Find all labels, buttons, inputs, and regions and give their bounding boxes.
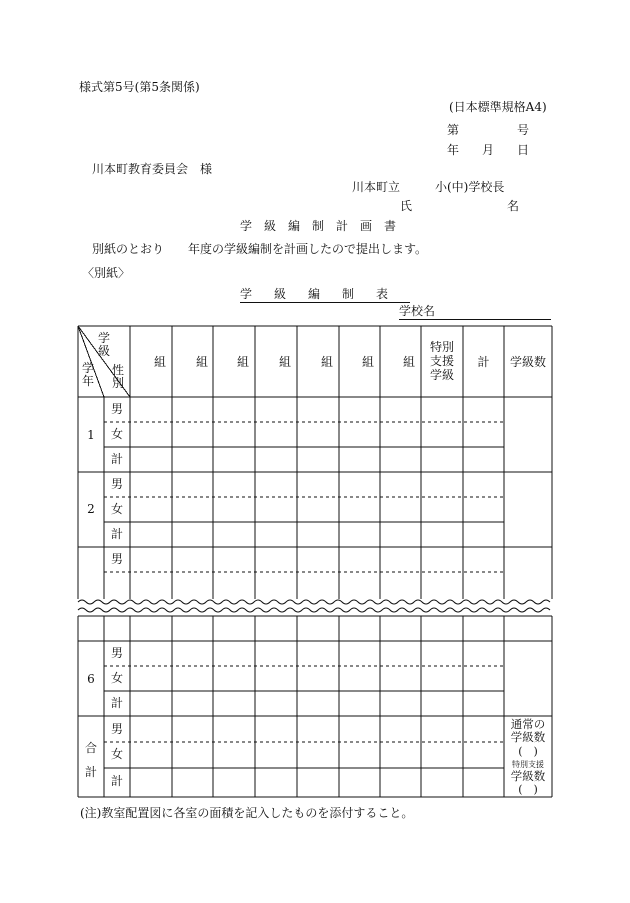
grade-6: 6 — [87, 672, 95, 686]
break-wave-upper — [78, 600, 550, 604]
sender-school: 小(中)学校長 — [435, 180, 505, 194]
break-wave-lower — [78, 608, 550, 612]
paper-size: (日本標準規格A4) — [449, 100, 547, 114]
table-title: 学級編制表 — [240, 287, 411, 301]
g6-total: 計 — [110, 696, 123, 710]
g6-female: 女 — [110, 671, 123, 685]
sum-male: 男 — [110, 722, 123, 736]
form-number: 様式第5号(第5条関係) — [79, 80, 200, 94]
school-name-label: 学校名 — [399, 304, 436, 318]
sum-female: 女 — [110, 747, 123, 761]
col-gakkyusu: 学級数 — [509, 355, 546, 369]
g1-total: 計 — [110, 452, 123, 466]
date-day: 日 — [517, 143, 530, 157]
tokubetsu-label: 特別支援 — [512, 760, 544, 769]
signer-name-right: 名 — [507, 199, 520, 213]
tsujo-gakkyusu-label: 通常の学級数 — [510, 717, 546, 744]
col-tokubetsu: 特別支援学級 — [429, 340, 454, 382]
g6-male: 男 — [110, 646, 123, 660]
g1-male: 男 — [110, 402, 123, 416]
footnote: (注)教室配置図に各室の面積を記入したものを添付すること。 — [80, 806, 414, 820]
attachment-label: 〈別紙〉 — [82, 266, 131, 280]
grade-2: 2 — [87, 502, 95, 516]
sender-town: 川本町立 — [352, 180, 401, 194]
sum-total: 計 — [110, 774, 123, 788]
doc-number-suffix: 号 — [517, 123, 530, 137]
col-kumi-6: 組 — [361, 355, 374, 369]
corner-gakunen: 学年 — [82, 361, 95, 388]
corner-sei: 性別 — [112, 363, 125, 390]
total-label: 合計 — [84, 741, 97, 779]
date-month: 月 — [482, 143, 495, 157]
col-kumi-5: 組 — [320, 355, 333, 369]
g2-male: 男 — [110, 477, 123, 491]
col-kumi-4: 組 — [278, 355, 291, 369]
document-title: 学級編制計画書 — [240, 219, 409, 233]
g1-female: 女 — [110, 427, 123, 441]
tokubetsu-gakkyusu-label: 学級数 — [510, 769, 546, 783]
tokubetsu-paren: ( ) — [518, 783, 538, 796]
col-kumi-2: 組 — [195, 355, 208, 369]
date-year: 年 — [447, 143, 460, 157]
addressee: 川本町教育委員会 様 — [92, 162, 213, 176]
corner-gakkyu: 学級 — [98, 331, 111, 358]
g2-female: 女 — [110, 502, 123, 516]
tsujo-paren: ( ) — [518, 745, 538, 758]
body-text: 別紙のとおり 年度の学級編制を計画したので提出します。 — [92, 242, 428, 256]
col-kumi-7: 組 — [402, 355, 415, 369]
grade-1: 1 — [87, 428, 95, 442]
col-kumi-1: 組 — [153, 355, 166, 369]
col-kei: 計 — [477, 355, 490, 369]
col-kumi-3: 組 — [236, 355, 249, 369]
signer-name-left: 氏 — [400, 199, 413, 213]
doc-number-prefix: 第 — [447, 123, 460, 137]
g3-male: 男 — [110, 552, 123, 566]
g2-total: 計 — [110, 527, 123, 541]
